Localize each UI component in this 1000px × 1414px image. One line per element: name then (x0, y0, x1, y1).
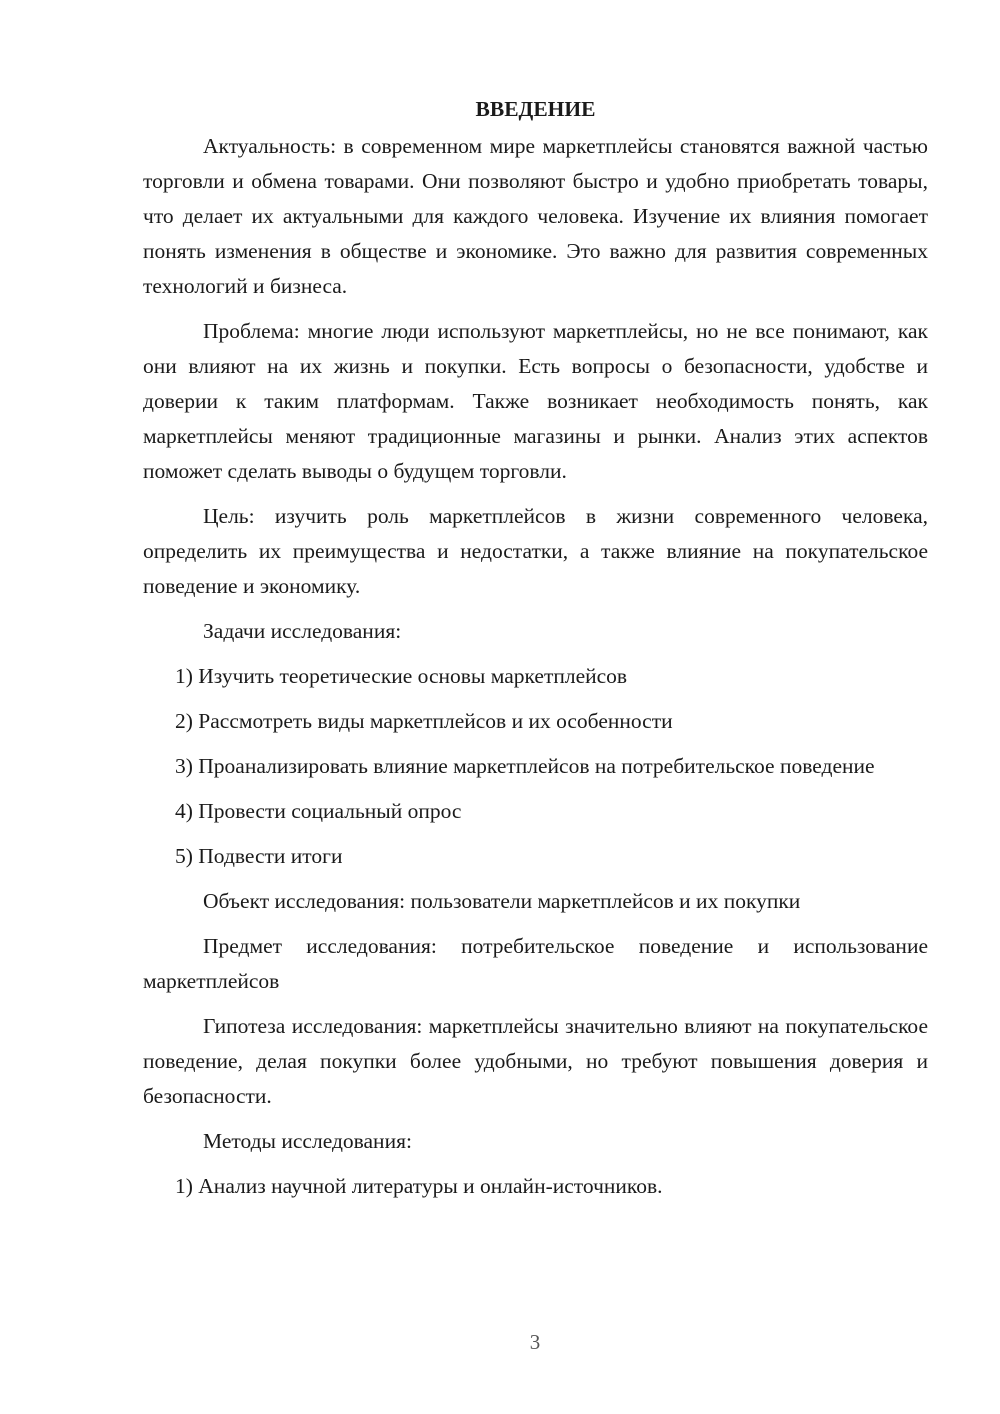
task-item: 5) Подвести итоги (175, 844, 343, 868)
task-item: 2) Рассмотреть виды маркетплейсов и их особенности (175, 709, 673, 733)
goal-paragraph: Цель: изучить роль маркетплейсов в жизни современного человека, определить их преимущества и недостатки, а также влияние на покупательское поведение и экономику. (143, 504, 928, 598)
task-item: 3) Проанализировать влияние маркетплейсов на потребительское поведение (175, 754, 875, 778)
page-body (143, 92, 928, 1214)
method-item: 1) Анализ научной литературы и онлайн-источников. (175, 1174, 663, 1198)
section-heading: ВВЕДЕНИЕ (475, 97, 596, 121)
page-number: 3 (529, 1330, 541, 1354)
relevance-paragraph: Актуальность: в современном мире маркетплейсы становятся важной частью торговли и обмена товарами. Они позволяют быстро и удобно приобретать товары, что делает их актуальными для каждого человека. Изучение их влияния помогает понять изменения в обществе и экономике. Это важно для развития современных технологий и бизнеса. (143, 134, 928, 298)
object-paragraph: Объект исследования: пользователи маркетплейсов и их покупки (203, 889, 801, 913)
task-item: 1) Изучить теоретические основы маркетплейсов (175, 664, 628, 688)
methods-title: Методы исследования: (203, 1129, 412, 1153)
task-item: 4) Провести социальный опрос (175, 799, 462, 823)
subject-paragraph: Предмет исследования: потребительское поведение и использование маркетплейсов (143, 934, 928, 993)
problem-paragraph: Проблема: многие люди используют маркетплейсы, но не все понимают, как они влияют на их жизнь и покупки. Есть вопросы о безопасности, удобстве и доверии к таким платформам. Также возникает необходимость понять, как маркетплейсы меняют традиционные магазины и рынки. Анализ этих аспектов поможет сделать выводы о будущем торговли. (143, 319, 928, 483)
tasks-title: Задачи исследования: (203, 619, 402, 643)
hypothesis-paragraph: Гипотеза исследования: маркетплейсы значительно влияют на покупательское поведение, делая покупки более удобными, но требуют повышения доверия и безопасности. (143, 1014, 928, 1108)
